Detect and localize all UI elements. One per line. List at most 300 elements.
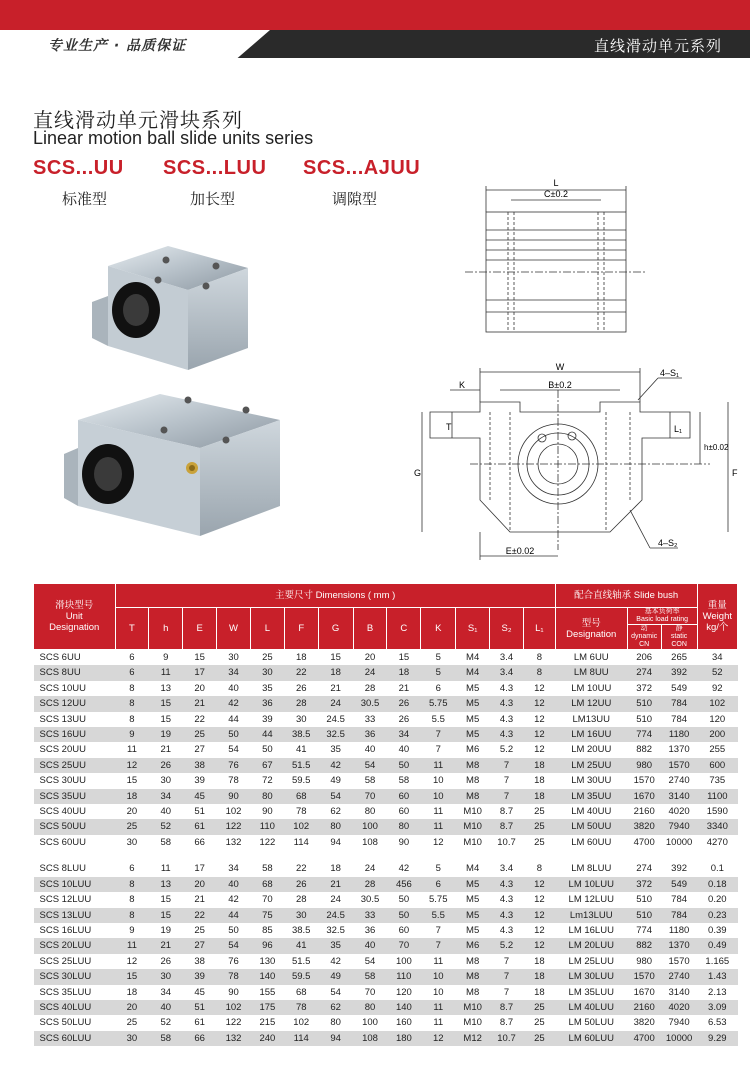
th-dynamic: 动 dynamic CN bbox=[627, 625, 661, 650]
table-cell: 58 bbox=[387, 773, 421, 788]
table-cell: 10 bbox=[421, 773, 456, 788]
table-cell: M4 bbox=[456, 861, 490, 876]
dim-label-g: G bbox=[414, 468, 422, 478]
table-cell: 49 bbox=[318, 773, 353, 788]
table-cell: 34 bbox=[217, 861, 251, 876]
table-cell: 4020 bbox=[661, 1000, 697, 1015]
drawing-top-view bbox=[460, 172, 650, 347]
table-cell: 4.3 bbox=[490, 877, 524, 892]
table-row bbox=[34, 835, 738, 850]
table-cell: 102 bbox=[217, 804, 251, 819]
table-row bbox=[34, 758, 738, 773]
table-cell: M5 bbox=[456, 681, 490, 696]
table-cell: 70 bbox=[353, 789, 387, 804]
table-row bbox=[34, 773, 738, 788]
cell-unit-designation: SCS 8LUU bbox=[34, 861, 116, 876]
table-cell: 1570 bbox=[661, 954, 697, 969]
table-cell: 33 bbox=[353, 712, 387, 727]
table-cell: 62 bbox=[318, 804, 353, 819]
table-cell: 44 bbox=[250, 727, 284, 742]
table-cell: 4.3 bbox=[490, 908, 524, 923]
table-cell: 3140 bbox=[661, 985, 697, 1000]
cell-bush-designation: LM 10LUU bbox=[555, 877, 627, 892]
table-cell: 15 bbox=[115, 773, 149, 788]
cell-bush-designation: LM 10UU bbox=[555, 681, 627, 696]
table-cell: 39 bbox=[250, 712, 284, 727]
table-cell: M10 bbox=[456, 835, 490, 850]
table-cell: 25 bbox=[523, 1000, 555, 1015]
table-cell: 54 bbox=[318, 789, 353, 804]
cell-unit-designation: SCS 13UU bbox=[34, 712, 116, 727]
table-cell: 132 bbox=[217, 835, 251, 850]
table-cell: 66 bbox=[183, 835, 217, 850]
th-static: 静 static CON bbox=[661, 625, 697, 650]
table-cell: 34 bbox=[697, 650, 737, 666]
table-cell: 44 bbox=[217, 908, 251, 923]
dim-label-h: h±0.02 bbox=[704, 443, 729, 452]
table-cell: 9 bbox=[115, 923, 149, 938]
table-cell: 1670 bbox=[627, 985, 661, 1000]
table-cell: 12 bbox=[523, 892, 555, 907]
table-cell: 7 bbox=[421, 938, 456, 953]
table-cell: 456 bbox=[387, 877, 421, 892]
th-col-s2: S₂ bbox=[490, 608, 524, 650]
cell-unit-designation: SCS 30UU bbox=[34, 773, 116, 788]
cell-unit-designation: SCS 40LUU bbox=[34, 1000, 116, 1015]
table-cell: 3820 bbox=[627, 1015, 661, 1030]
table-cell: 5.5 bbox=[421, 908, 456, 923]
table-cell: 0.39 bbox=[697, 923, 737, 938]
table-cell: 7 bbox=[490, 789, 524, 804]
table-row bbox=[34, 819, 738, 834]
table-cell: 3140 bbox=[661, 789, 697, 804]
table-cell: 78 bbox=[217, 969, 251, 984]
table-cell: 19 bbox=[149, 727, 183, 742]
table-cell: 0.1 bbox=[697, 861, 737, 876]
cell-bush-designation: LM13UU bbox=[555, 712, 627, 727]
spec-table-body bbox=[34, 650, 738, 1047]
table-cell: 28 bbox=[284, 696, 318, 711]
table-cell: 15 bbox=[387, 650, 421, 666]
table-cell: 2740 bbox=[661, 969, 697, 984]
table-cell: 140 bbox=[250, 969, 284, 984]
table-cell: 882 bbox=[627, 742, 661, 757]
table-cell: 35 bbox=[318, 742, 353, 757]
table-cell: M4 bbox=[456, 650, 490, 666]
table-cell: 21 bbox=[149, 742, 183, 757]
table-cell: 372 bbox=[627, 877, 661, 892]
table-cell: 4.3 bbox=[490, 696, 524, 711]
table-cell: 32.5 bbox=[318, 727, 353, 742]
table-cell: M10 bbox=[456, 1015, 490, 1030]
table-cell: 80 bbox=[353, 804, 387, 819]
table-cell: 11 bbox=[421, 1000, 456, 1015]
table-cell: 78 bbox=[217, 773, 251, 788]
table-cell: 1180 bbox=[661, 923, 697, 938]
table-cell: 11 bbox=[421, 819, 456, 834]
table-cell: M12 bbox=[456, 1031, 490, 1046]
table-cell: 255 bbox=[697, 742, 737, 757]
table-cell: 34 bbox=[387, 727, 421, 742]
table-cell: 15 bbox=[149, 892, 183, 907]
table-cell: 58 bbox=[353, 773, 387, 788]
table-row bbox=[34, 789, 738, 804]
table-cell: 15 bbox=[149, 908, 183, 923]
table-cell: 28 bbox=[353, 877, 387, 892]
table-cell: 20 bbox=[183, 877, 217, 892]
table-cell: 120 bbox=[387, 985, 421, 1000]
table-cell: 7 bbox=[490, 773, 524, 788]
header-series-title: 直线滑动单元系列 bbox=[593, 37, 722, 55]
table-cell: 7 bbox=[490, 985, 524, 1000]
table-cell: 21 bbox=[183, 892, 217, 907]
table-cell: 90 bbox=[217, 789, 251, 804]
table-cell: 6 bbox=[115, 650, 149, 666]
th-slide-bush: 配合直线轴承 Slide bush bbox=[555, 584, 697, 608]
table-cell: 96 bbox=[250, 938, 284, 953]
table-cell: 90 bbox=[250, 804, 284, 819]
table-cell: 510 bbox=[627, 908, 661, 923]
table-cell: 8.7 bbox=[490, 1000, 524, 1015]
model-type-ajuu: 调隙型 bbox=[332, 190, 378, 208]
cell-unit-designation: SCS 16LUU bbox=[34, 923, 116, 938]
table-cell: 13 bbox=[149, 877, 183, 892]
table-row bbox=[34, 650, 738, 666]
th-col-s1: S₁ bbox=[456, 608, 490, 650]
table-cell: 7 bbox=[490, 969, 524, 984]
table-cell: M8 bbox=[456, 773, 490, 788]
table-cell: 7 bbox=[421, 923, 456, 938]
table-cell: 4020 bbox=[661, 804, 697, 819]
table-cell: 372 bbox=[627, 681, 661, 696]
table-cell: 1370 bbox=[661, 938, 697, 953]
table-cell: 22 bbox=[284, 665, 318, 680]
table-cell: 25 bbox=[183, 923, 217, 938]
th-col-c: C bbox=[387, 608, 421, 650]
table-cell: 102 bbox=[284, 1015, 318, 1030]
cell-unit-designation: SCS 50UU bbox=[34, 819, 116, 834]
table-cell: 6 bbox=[421, 681, 456, 696]
table-cell: 38.5 bbox=[284, 923, 318, 938]
table-cell: 11 bbox=[421, 1015, 456, 1030]
table-cell: 80 bbox=[353, 1000, 387, 1015]
table-cell: 76 bbox=[217, 758, 251, 773]
product-photo-standard bbox=[88, 238, 258, 373]
table-cell: 102 bbox=[284, 819, 318, 834]
table-cell: 12 bbox=[421, 1031, 456, 1046]
table-cell: 108 bbox=[353, 1031, 387, 1046]
table-row bbox=[34, 804, 738, 819]
table-cell: 54 bbox=[217, 742, 251, 757]
table-cell: 26 bbox=[284, 877, 318, 892]
table-cell: 30 bbox=[115, 835, 149, 850]
table-cell: 42 bbox=[318, 758, 353, 773]
table-cell: 26 bbox=[387, 696, 421, 711]
table-cell: M5 bbox=[456, 908, 490, 923]
table-cell: 19 bbox=[149, 923, 183, 938]
table-cell: 15 bbox=[115, 969, 149, 984]
cell-unit-designation: SCS 50LUU bbox=[34, 1015, 116, 1030]
cell-unit-designation: SCS 10LUU bbox=[34, 877, 116, 892]
table-cell: 15 bbox=[149, 712, 183, 727]
table-cell: 59.5 bbox=[284, 773, 318, 788]
table-cell: 15 bbox=[149, 696, 183, 711]
table-cell: 61 bbox=[183, 819, 217, 834]
table-cell: 52 bbox=[149, 819, 183, 834]
table-cell: 7940 bbox=[661, 819, 697, 834]
table-cell: 17 bbox=[183, 665, 217, 680]
cell-bush-designation: LM 20UU bbox=[555, 742, 627, 757]
table-cell: 7 bbox=[421, 727, 456, 742]
table-cell: 72 bbox=[250, 773, 284, 788]
table-cell: 42 bbox=[387, 861, 421, 876]
table-row bbox=[34, 861, 738, 876]
dim-label-l1: L₁ bbox=[674, 424, 683, 434]
cell-bush-designation: LM 8LUU bbox=[555, 861, 627, 876]
table-cell: 5 bbox=[421, 665, 456, 680]
table-cell: 980 bbox=[627, 954, 661, 969]
table-cell: 32.5 bbox=[318, 923, 353, 938]
table-row bbox=[34, 969, 738, 984]
table-cell: 392 bbox=[661, 861, 697, 876]
table-cell: 4.3 bbox=[490, 727, 524, 742]
table-cell: 41 bbox=[284, 938, 318, 953]
th-col-h: h bbox=[149, 608, 183, 650]
table-cell: 80 bbox=[387, 819, 421, 834]
cell-unit-designation: SCS 35LUU bbox=[34, 985, 116, 1000]
table-row bbox=[34, 742, 738, 757]
cell-unit-designation: SCS 10UU bbox=[34, 681, 116, 696]
table-cell: 3.4 bbox=[490, 861, 524, 876]
table-cell: M6 bbox=[456, 938, 490, 953]
table-cell: 36 bbox=[353, 727, 387, 742]
table-cell: 10 bbox=[421, 789, 456, 804]
table-cell: 34 bbox=[149, 985, 183, 1000]
table-cell: 50 bbox=[217, 923, 251, 938]
table-cell: 8 bbox=[115, 908, 149, 923]
table-cell: 774 bbox=[627, 727, 661, 742]
th-col-b: B bbox=[353, 608, 387, 650]
table-cell: 61 bbox=[183, 1015, 217, 1030]
table-cell: 122 bbox=[250, 835, 284, 850]
table-cell: 5.75 bbox=[421, 892, 456, 907]
table-cell: 38.5 bbox=[284, 727, 318, 742]
table-cell: 33 bbox=[353, 908, 387, 923]
table-cell: 1570 bbox=[661, 758, 697, 773]
table-cell: 12 bbox=[421, 835, 456, 850]
table-cell: M6 bbox=[456, 742, 490, 757]
table-cell: 18 bbox=[523, 758, 555, 773]
table-cell: 774 bbox=[627, 923, 661, 938]
table-cell: 6 bbox=[115, 665, 149, 680]
th-dimensions: 主要尺寸 Dimensions ( mm ) bbox=[115, 584, 555, 608]
table-cell: 25 bbox=[523, 1015, 555, 1030]
table-cell: 78 bbox=[284, 804, 318, 819]
table-cell: 35 bbox=[250, 681, 284, 696]
cell-unit-designation: SCS 6UU bbox=[34, 650, 116, 666]
table-cell: 155 bbox=[250, 985, 284, 1000]
th-col-k: K bbox=[421, 608, 456, 650]
table-cell: M10 bbox=[456, 819, 490, 834]
table-cell: 3820 bbox=[627, 819, 661, 834]
table-cell: 68 bbox=[284, 985, 318, 1000]
table-cell: 21 bbox=[387, 681, 421, 696]
table-cell: 30 bbox=[149, 773, 183, 788]
table-cell: M5 bbox=[456, 696, 490, 711]
table-cell: M5 bbox=[456, 923, 490, 938]
table-cell: 54 bbox=[217, 938, 251, 953]
header-slogan: 专业生产 · 品质保证 bbox=[48, 38, 187, 54]
table-cell: 108 bbox=[353, 835, 387, 850]
table-cell: 36 bbox=[353, 923, 387, 938]
table-cell: 4700 bbox=[627, 835, 661, 850]
spec-table bbox=[33, 583, 738, 1046]
cell-bush-designation: LM 8UU bbox=[555, 665, 627, 680]
table-cell: 4270 bbox=[697, 835, 737, 850]
table-cell: 6 bbox=[115, 861, 149, 876]
table-cell: 4.3 bbox=[490, 923, 524, 938]
table-cell: 215 bbox=[250, 1015, 284, 1030]
model-code-uu: SCS...UU bbox=[33, 157, 124, 179]
cell-bush-designation: LM 40UU bbox=[555, 804, 627, 819]
cell-bush-designation: LM 16LUU bbox=[555, 923, 627, 938]
table-row bbox=[34, 712, 738, 727]
table-cell: 4.3 bbox=[490, 712, 524, 727]
drawing-front-view bbox=[410, 360, 740, 570]
table-cell: 784 bbox=[661, 712, 697, 727]
table-cell: 30.5 bbox=[353, 892, 387, 907]
table-cell: 110 bbox=[387, 969, 421, 984]
table-cell: 11 bbox=[421, 758, 456, 773]
table-cell: 8.7 bbox=[490, 804, 524, 819]
cell-bush-designation: LM 50LUU bbox=[555, 1015, 627, 1030]
cell-bush-designation: LM 60LUU bbox=[555, 1031, 627, 1046]
table-cell: 54 bbox=[353, 758, 387, 773]
table-cell: 45 bbox=[183, 985, 217, 1000]
table-cell: 68 bbox=[284, 789, 318, 804]
table-cell: 8 bbox=[115, 892, 149, 907]
table-row bbox=[34, 1000, 738, 1015]
product-photo-long bbox=[60, 388, 300, 538]
cell-bush-designation: LM 25UU bbox=[555, 758, 627, 773]
cell-unit-designation: SCS 25UU bbox=[34, 758, 116, 773]
table-cell: 40 bbox=[353, 938, 387, 953]
dim-label-f: F bbox=[732, 468, 738, 478]
table-cell: 24 bbox=[318, 892, 353, 907]
table-cell: 28 bbox=[284, 892, 318, 907]
table-cell: 12 bbox=[523, 696, 555, 711]
table-cell: 980 bbox=[627, 758, 661, 773]
table-cell: 2160 bbox=[627, 804, 661, 819]
table-group-spacer bbox=[34, 850, 738, 861]
model-code-luu: SCS...LUU bbox=[163, 157, 267, 179]
table-cell: 2160 bbox=[627, 1000, 661, 1015]
table-cell: 100 bbox=[353, 1015, 387, 1030]
table-cell: 70 bbox=[250, 892, 284, 907]
cell-bush-designation: LM 20LUU bbox=[555, 938, 627, 953]
table-cell: 12 bbox=[523, 908, 555, 923]
table-cell: 25 bbox=[523, 819, 555, 834]
table-cell: 38 bbox=[183, 758, 217, 773]
table-cell: 5.2 bbox=[490, 938, 524, 953]
cell-bush-designation: LM 50UU bbox=[555, 819, 627, 834]
table-cell: 51.5 bbox=[284, 758, 318, 773]
page-title-en: Linear motion ball slide units series bbox=[33, 128, 314, 148]
th-col-l: L bbox=[250, 608, 284, 650]
table-cell: 180 bbox=[387, 1031, 421, 1046]
table-cell: 4700 bbox=[627, 1031, 661, 1046]
table-cell: M5 bbox=[456, 892, 490, 907]
table-cell: 20 bbox=[115, 1000, 149, 1015]
table-cell: 90 bbox=[217, 985, 251, 1000]
table-cell: 40 bbox=[353, 742, 387, 757]
cell-unit-designation: SCS 35UU bbox=[34, 789, 116, 804]
table-cell: 784 bbox=[661, 892, 697, 907]
table-cell: 25 bbox=[115, 819, 149, 834]
table-cell: 11 bbox=[421, 804, 456, 819]
table-cell: 30 bbox=[284, 712, 318, 727]
table-cell: 76 bbox=[217, 954, 251, 969]
page-title-cn: 直线滑动单元滑块系列 bbox=[33, 108, 243, 132]
table-cell: 45 bbox=[183, 789, 217, 804]
table-cell: 85 bbox=[250, 923, 284, 938]
table-cell: 10000 bbox=[661, 1031, 697, 1046]
table-cell: 58 bbox=[353, 969, 387, 984]
th-col-f: F bbox=[284, 608, 318, 650]
th-load-rating: 基本负荷率 Basic load rating bbox=[627, 608, 697, 625]
table-cell: 18 bbox=[523, 773, 555, 788]
table-cell: 3340 bbox=[697, 819, 737, 834]
table-cell: 100 bbox=[353, 819, 387, 834]
table-cell: 12 bbox=[523, 877, 555, 892]
table-cell: 70 bbox=[353, 985, 387, 1000]
table-cell: 50 bbox=[387, 908, 421, 923]
table-cell: 4.3 bbox=[490, 892, 524, 907]
table-cell: 8 bbox=[115, 877, 149, 892]
table-row bbox=[34, 681, 738, 696]
table-cell: 24.5 bbox=[318, 908, 353, 923]
table-cell: 60 bbox=[387, 789, 421, 804]
table-cell: 7940 bbox=[661, 1015, 697, 1030]
table-cell: 21 bbox=[318, 877, 353, 892]
table-row bbox=[34, 923, 738, 938]
table-cell: 18 bbox=[523, 985, 555, 1000]
table-cell: 30 bbox=[250, 665, 284, 680]
table-cell: 26 bbox=[284, 681, 318, 696]
table-cell: 51 bbox=[183, 1000, 217, 1015]
table-row bbox=[34, 938, 738, 953]
table-cell: 58 bbox=[149, 1031, 183, 1046]
cell-bush-designation: LM 25LUU bbox=[555, 954, 627, 969]
table-cell: 25 bbox=[115, 1015, 149, 1030]
table-cell: 6 bbox=[421, 877, 456, 892]
model-type-luu: 加长型 bbox=[190, 190, 236, 208]
table-cell: 200 bbox=[697, 727, 737, 742]
table-cell: 1.165 bbox=[697, 954, 737, 969]
table-cell: 12 bbox=[115, 954, 149, 969]
table-row bbox=[34, 1031, 738, 1046]
cell-bush-designation: LM 12UU bbox=[555, 696, 627, 711]
th-unit-designation: 滑块型号 Unit Designation bbox=[34, 584, 116, 650]
table-cell: 21 bbox=[183, 696, 217, 711]
table-cell: 92 bbox=[697, 681, 737, 696]
table-cell: 21 bbox=[149, 938, 183, 953]
table-cell: 39 bbox=[183, 773, 217, 788]
table-cell: 66 bbox=[183, 1031, 217, 1046]
table-cell: 8 bbox=[115, 712, 149, 727]
table-cell: 784 bbox=[661, 908, 697, 923]
table-cell: 10 bbox=[421, 985, 456, 1000]
